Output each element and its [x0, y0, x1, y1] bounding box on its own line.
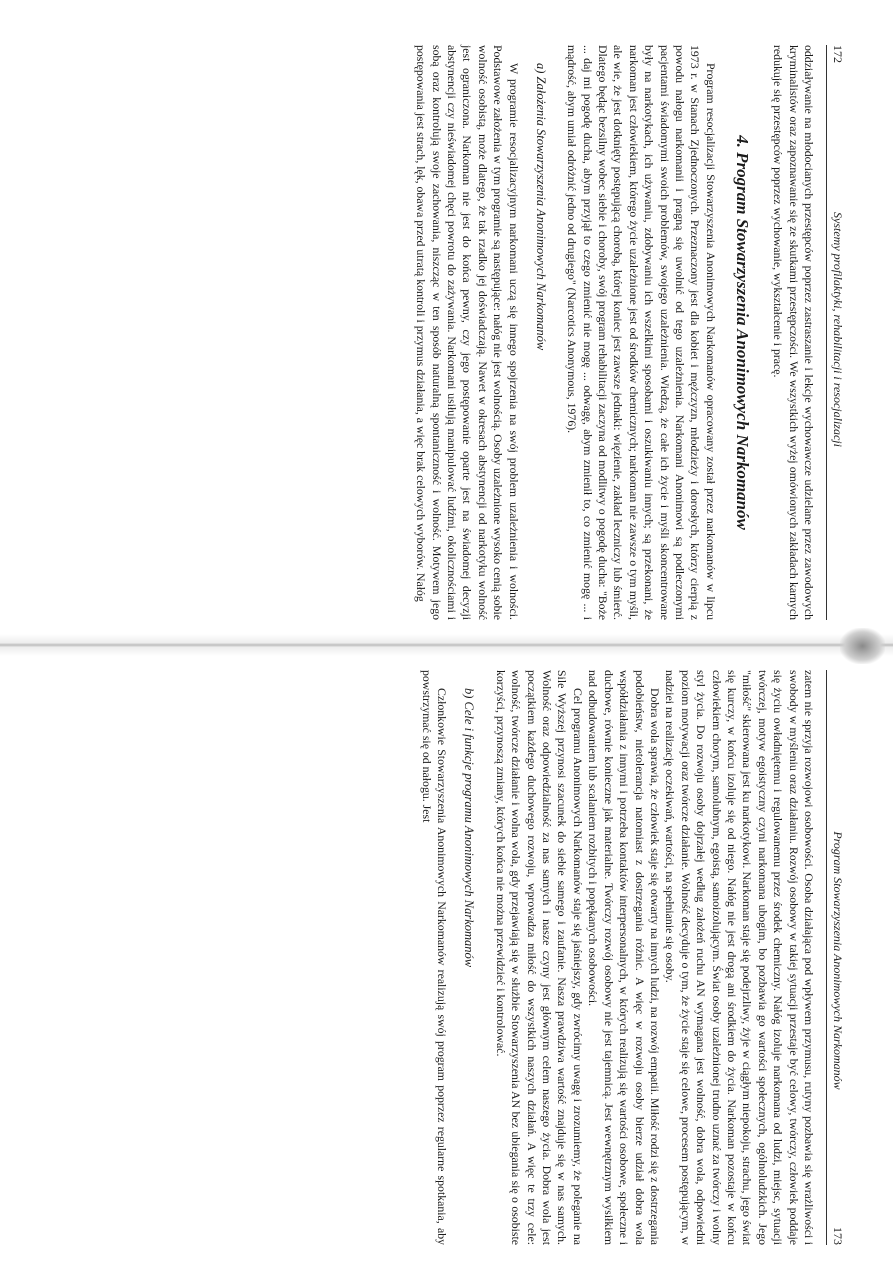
subsection-title: a) Założenia Stowarzyszenia Anonimowych Narkomanów — [533, 63, 548, 351]
paragraph-continuation: zatem nie sprzyja rozwojowi osobowości. Osoba działająca pod wpływem przymusu, rutyny pozbawia się wrażliwości i swobody w myśleniu oraz działaniu. Rozwój osobowy w takiej sytuacji przestaje być celowy, twórczy, człowiek poddaje się życiu owładniętemu i regulowanemu przez środek chemiczny. Nałóg izoluje narkomana od ludzi, miejsc, sytuacji twórczej, motyw egoistyczny czyni narkomana ubogim, bo pozbawia go wartości społecznych, ogólnoludzkich. Jego "miłość" skierowana jest ku narkotykowi. Narkoman staje się podejrzliwy, żyje w ciągłym niepokoju, strachu, jego świat się kurczy, w końcu izoluje się od niego. Nałóg nie jest drogą ani środkiem do życia. Narkoman pozostaje w końcu człowiekiem chorym, samolubnym, egoistą, samoizolującym. Świat osoby uzależnionej trudno uznać za twórczy i wolny styl życia. Do rozwoju osoby dojrzałej według założeń ruchu AN wymagana jest wolność, dobra wola, odpowiedni poziom motywacji oraz twórcze działanie. Wolność decyduje o tym, że życie staje się celowe, procesem postępującym, w nadziei na realizację oczekiwań, wartości, na spełnianie się osoby. — [663, 670, 816, 1245]
binding-shadow — [840, 628, 885, 664]
section-title: 4. Program Stowarzyszenia Anonimowych Narkomanów — [732, 135, 752, 530]
paragraph-assumptions: W programie resocjalizacyjnym narkomani uczą się innego spojrzenia na swój problem uzależnienia i wolności. Podstawowe założenia w tym programie są następujące: nałóg nie jest wolnością. Osoby uzależnione wysoko cenią sobie wolność osobistą, może dlatego, że tak rzadko jej doświadczają. Nawet w okresach abstynencji od narkotyku wolność jest ograniczona. Narkoman nie jest do końca pewny, czy jego postępowanie oparte jest na świadomej decyzji abstynencji czy nieświadomej chęci powrotu do zażywania. Narkomani usiłują manipulować ludźmi, okolicznościami i sobą oraz kontrolują swoje zachowania, niszcząc w ten sposób naturalną spontaniczność i wolność. Motywem jego postępowania jest strach, lęk, obawa przed utratą kontroli i przymus działania, a więc brak celowych wyborów. Nałóg — [414, 45, 521, 620]
running-head: Program Stowarzyszenia Anonimowych Narkomanów — [831, 831, 845, 1090]
paragraph-good-will: Dobra wola sprawia, że człowiek staje się otwarty na innych ludzi, na rozwój empatii. Miłość rodzi się z dostrzegania podobieństw, nietolerancja natomiast z dostrzegania różnic. A więc w rozwoju osoby bierze udział dobra wola współdziałania z innymi i potrzeba kontaktów interpersonalnych, w których realizują się wartości osobowe, społeczne i duchowe, równie konieczne jak materialne. Twórczy rozwój osobowy nie jest tajemnicą. Jest wewnętrznym wysiłkiem nad odbudowaniem lub scalaniem rozbitych i popękanych osobowości. — [586, 670, 662, 1245]
subsection-title: b) Cele i funkcje programu Anonimowych Narkomanów — [462, 688, 477, 968]
page-173 — [15, 670, 845, 1245]
page-172 — [15, 45, 845, 620]
running-head: Systemy profilaktyki, rehabilitacji i resocjalizacji — [831, 212, 845, 447]
page-gutter — [0, 634, 893, 656]
paragraph-members: Członkowie Stowarzyszenia Anonimowych Narkomanów realizują swój program poprzez regularne spotkania, aby powstrzymać się od nałogu. Jest — [420, 670, 450, 1245]
paragraph-program-goal: Cel programu Anonimowych Narkomanów staje się jaśniejszy, gdy zwrócimy uwagę i zrozumiemy, że poleganie na Sile Wyższej przynosi szacunek do siebie samego i zaufanie. Nasza prawdziwa wartość znajduje się w nas samych. Wolność oraz odpowiedzialność za nas samych i nasze czyny jest głównym celem naszego życia. Dobra wola jest początkiem każdego duchowego rozwoju, wprowadza miłość do wszystkich naszych działań. A więc te trzy cele: wolność, twórcze działanie i wolna wola, gdy przejawiają się w służbie Stowarzyszenia AN bez ubiegania się o osobiste korzyści, przynoszą zmiany, których końca nie można przewidzieć i kontrolować. — [493, 670, 585, 1245]
page-number: 173 — [831, 1227, 845, 1245]
page-header — [826, 45, 845, 620]
paragraph-intro: oddziaływanie na młodocianych przestępców poprzez zastraszanie i lekcje wychowawcze udzielane przez zawodowych kryminalistów oraz zapoznawanie się ze skutkami przestępczości. We wszystkich wyżej omówionych zakładach karnych redukuje się przestępców poprzez wychowanie, wykształcenie i pracę. — [771, 45, 816, 620]
page-number: 172 — [831, 45, 845, 63]
page-header — [826, 670, 845, 1245]
paragraph-program: Program resocjalizacji Stowarzyszenia Anonimowych Narkomanów opracowany został przez narkomanów w lipcu 1973 r. w Stanach Zjednoczonych. Przeznaczony jest dla kobiet i mężczyzn, młodzieży i dorosłych, którzy cierpią z powodu nałogu narkomanii i pragną się uwolnić od tego uzależnienia. Narkomani Anonimowi są podleczonymi pacjentami świadomymi swoich problemów, swojego uzależnienia. Wiedzą, że całe ich życie i myśli skoncentrowane były na narkotykach, ich używaniu, zdobywaniu ich wszelkimi sposobami i oszukiwaniu innych; są przekonani, że narkoman jest człowiekiem, którego życie uzależnione jest od środków chemicznych; narkoman nie zawsze o tym myśli, ale wie, że jest dotknięty postępującą chorobą, której koniec jest zawsze jednaki: więzienie, zakład leczniczy lub śmierć. Dlatego będąc bezsilny wobec siebie i choroby, swój program rehabilitacji zaczyna od modlitwy o pogodę ducha: "Boże ... daj mi pogodę ducha, abym przyjął to czego zmienić nie mogę ... odwagę, abym zmienił to, co zmienić mogę ... i mądrość, abym umiał odróżnić jedno od drugiego" (Narcotics Anonymous, 1976). — [565, 45, 718, 620]
